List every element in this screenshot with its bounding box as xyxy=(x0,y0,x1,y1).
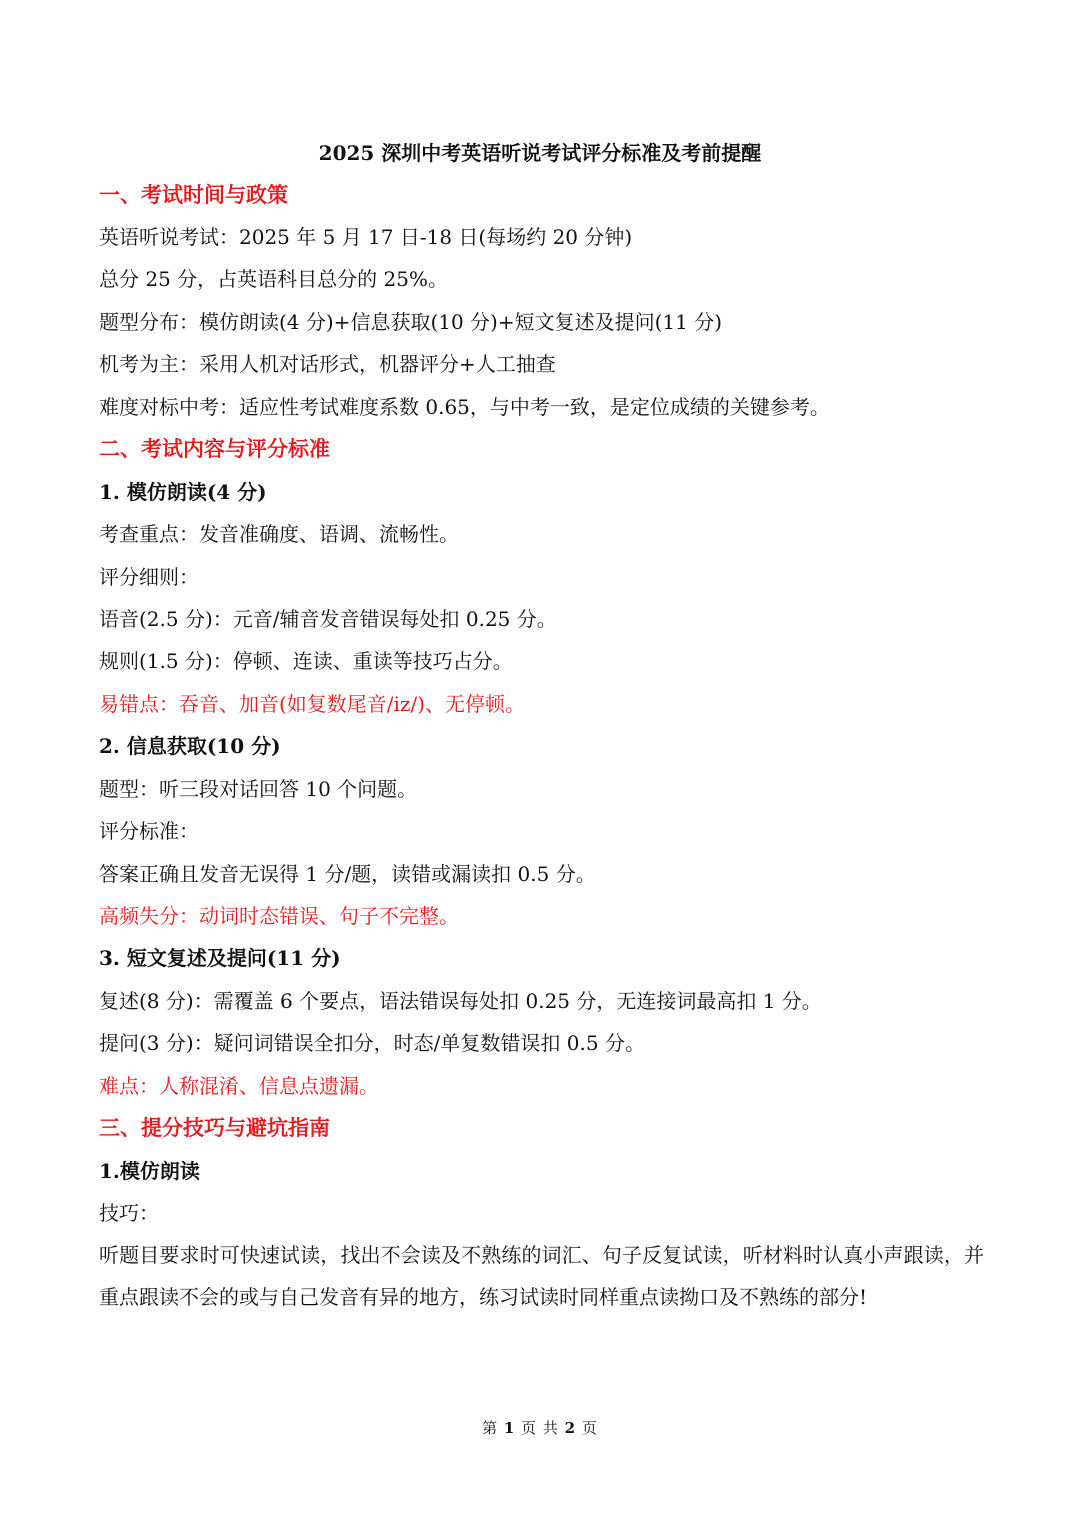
imitation-error-note: 易错点：吞音、加音(如复数尾音/iz/)、无停顿。 xyxy=(99,692,526,716)
imitation-rules-line: 规则(1.5 分)：停顿、连读、重读等技巧占分。 xyxy=(99,649,513,673)
subsection-title-imitation: 1. 模仿朗读(4 分) xyxy=(99,480,267,504)
section-heading-2: 二、考试内容与评分标准 xyxy=(99,436,330,461)
footer-total-pages: 2 xyxy=(564,1419,577,1437)
retelling-difficulty-note: 难点：人称混淆、信息点遗漏。 xyxy=(99,1074,379,1098)
questioning-score-line: 提问(3 分)：疑问词错误全扣分，时态/单复数错误扣 0.5 分。 xyxy=(99,1031,645,1055)
page-footer xyxy=(0,1413,1080,1443)
section-heading-3: 三、提分技巧与避坑指南 xyxy=(99,1115,330,1140)
information-error-note: 高频失分：动词时态错误、句子不完整。 xyxy=(99,904,459,928)
information-type-line: 题型：听三段对话回答 10 个问题。 xyxy=(99,777,418,801)
footer-prefix: 第 xyxy=(482,1419,499,1437)
information-scoring-line: 答案正确且发音无误得 1 分/题，读错或漏读扣 0.5 分。 xyxy=(99,862,596,886)
imitation-rules-label: 评分细则： xyxy=(99,565,199,589)
sec1-line-total-score: 总分 25 分，占英语科目总分的 25%。 xyxy=(99,267,448,291)
imitation-focus-line: 考查重点：发音准确度、语调、流畅性。 xyxy=(99,522,459,546)
subsection-title-imitation-tips: 1.模仿朗读 xyxy=(99,1159,200,1183)
sec1-line-exam-date: 英语听说考试：2025 年 5 月 17 日-18 日(每场约 20 分钟) xyxy=(99,225,633,249)
sec1-line-machine-exam: 机考为主：采用人机对话形式，机器评分+人工抽查 xyxy=(99,352,556,376)
sec1-line-question-types: 题型分布：模仿朗读(4 分)+信息获取(10 分)+短文复述及提问(11 分) xyxy=(99,310,723,334)
subsection-title-information: 2. 信息获取(10 分) xyxy=(99,734,281,758)
information-standard-label: 评分标准： xyxy=(99,819,199,843)
retelling-score-line: 复述(8 分)：需覆盖 6 个要点，语法错误每处扣 0.25 分，无连接词最高扣 1 分。 xyxy=(99,989,822,1013)
sec1-line-difficulty: 难度对标中考：适应性考试难度系数 0.65，与中考一致，是定位成绩的关键参考。 xyxy=(99,395,830,419)
footer-middle: 页 共 xyxy=(521,1419,559,1437)
document-title: 2025 深圳中考英语听说考试评分标准及考前提醒 xyxy=(318,141,762,165)
subsection-title-retelling: 3. 短文复述及提问(11 分) xyxy=(99,946,341,970)
footer-suffix: 页 xyxy=(581,1419,598,1437)
imitation-pronunciation-line: 语音(2.5 分)：元音/辅音发音错误每处扣 0.25 分。 xyxy=(99,607,557,631)
tips-paragraph: 听题目要求时可快速试读，找出不会读及不熟练的词汇、句子反复试读，听材料时认真小声跟读，并重点跟读不会的或与自己发音有异的地方，练习试读时同样重点读拗口及不熟练的部分! xyxy=(99,1243,984,1309)
tips-label: 技巧： xyxy=(99,1201,159,1225)
section-heading-1: 一、考试时间与政策 xyxy=(99,182,288,207)
footer-current-page: 1 xyxy=(503,1419,516,1437)
